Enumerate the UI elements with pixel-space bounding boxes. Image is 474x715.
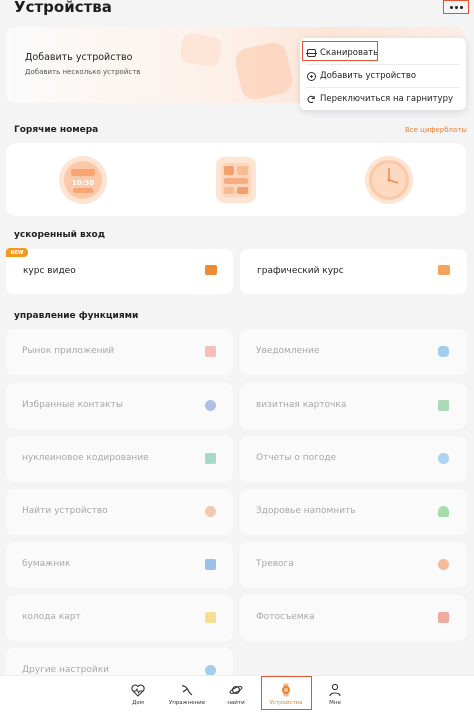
watch-face-2[interactable] <box>210 154 262 206</box>
function-business-card[interactable] <box>240 383 467 429</box>
function-label: нуклеиновое кодирование <box>22 453 149 463</box>
app-market-icon <box>205 346 216 357</box>
function-label: Избранные контакты <box>22 400 123 410</box>
header <box>0 0 474 22</box>
person-icon <box>328 683 342 697</box>
new-badge: NEW <box>6 248 28 257</box>
function-label: Уведомление <box>256 346 320 356</box>
tab-profile[interactable] <box>310 679 360 713</box>
menu-item-label: Сканировать <box>320 48 379 58</box>
active-tab-highlight <box>261 676 312 710</box>
scan-highlight <box>302 41 378 61</box>
function-card-deck[interactable] <box>6 595 233 641</box>
function-label: визитная карточка <box>256 400 347 410</box>
quick-entry-title: ускоренный вход <box>14 230 106 240</box>
page-title: Устройства <box>14 0 112 16</box>
switch-icon <box>306 94 316 104</box>
watch-face-1[interactable] <box>57 154 109 206</box>
bottom-tab-bar <box>0 675 474 715</box>
function-label: Отчеты о погоде <box>256 453 337 463</box>
function-alarm[interactable] <box>240 542 467 588</box>
tab-label: Устройства <box>269 700 303 706</box>
camera-icon <box>438 612 449 623</box>
function-label: колода карт <box>22 612 81 622</box>
wallet-icon <box>205 559 216 570</box>
tab-label: Дом <box>132 700 144 706</box>
quick-video-course[interactable] <box>6 249 233 294</box>
contacts-icon <box>205 400 216 411</box>
tab-discover[interactable] <box>211 679 261 713</box>
watch-face-3[interactable] <box>363 154 415 206</box>
function-label: бумажник <box>22 559 71 569</box>
video-icon <box>205 265 217 275</box>
business-card-icon <box>438 400 449 411</box>
add-device-subtitle: Добавить несколько устройств <box>25 68 141 76</box>
more-dots-icon[interactable] <box>443 0 469 14</box>
decor-shape <box>179 32 224 68</box>
tab-home[interactable] <box>113 679 163 713</box>
quick-graphic-course[interactable] <box>240 249 467 294</box>
function-nucleic-code[interactable] <box>6 436 233 482</box>
function-health-reminder[interactable] <box>240 489 467 535</box>
running-icon <box>180 683 194 697</box>
image-icon <box>438 265 450 275</box>
function-weather-report[interactable] <box>240 436 467 482</box>
all-watch-faces-link[interactable]: Все циферблаты <box>405 126 467 134</box>
watch-faces-card <box>6 143 466 216</box>
tab-label: найти <box>227 700 245 706</box>
tab-label: Мне <box>329 700 341 706</box>
watch-face-time: 10:30 <box>71 179 95 187</box>
function-find-device[interactable] <box>6 489 233 535</box>
menu-item-add-device[interactable] <box>300 65 466 87</box>
plus-circle-icon <box>306 71 316 81</box>
function-label: Здоровье напомнить <box>256 506 356 516</box>
function-wallet[interactable] <box>6 542 233 588</box>
menu-item-label: Добавить устройство <box>320 71 417 81</box>
hot-faces-title: Горячие номера <box>14 125 99 135</box>
function-label: Фотосъемка <box>256 612 315 622</box>
alarm-icon <box>438 559 449 570</box>
function-photo[interactable] <box>240 595 467 641</box>
heart-pulse-icon <box>131 683 145 697</box>
function-label: Другие настройки <box>22 665 109 675</box>
function-label: Тревога <box>256 559 294 569</box>
function-management-title: управление функциями <box>14 311 139 321</box>
quick-item-label: графический курс <box>257 266 344 276</box>
watch-illustration <box>233 40 295 102</box>
add-device-title: Добавить устройство <box>25 52 133 63</box>
find-device-icon <box>205 506 216 517</box>
health-icon <box>438 506 449 517</box>
function-label: Рынок приложений <box>22 346 115 356</box>
menu-item-label: Переключиться на гарнитуру <box>320 94 453 104</box>
quick-item-label: курс видео <box>23 266 76 276</box>
card-deck-icon <box>205 612 216 623</box>
nucleic-code-icon <box>205 453 216 464</box>
weather-icon <box>438 453 449 464</box>
function-label: Найти устройство <box>22 506 108 516</box>
planet-icon <box>229 683 243 697</box>
notification-icon <box>438 346 449 357</box>
tab-exercise[interactable] <box>162 679 212 713</box>
menu-item-switch-headset[interactable] <box>300 88 466 110</box>
function-favorite-contacts[interactable] <box>6 383 233 429</box>
function-app-market[interactable] <box>6 329 233 375</box>
tab-label: Упражнение <box>168 700 206 706</box>
function-notification[interactable] <box>240 329 467 375</box>
